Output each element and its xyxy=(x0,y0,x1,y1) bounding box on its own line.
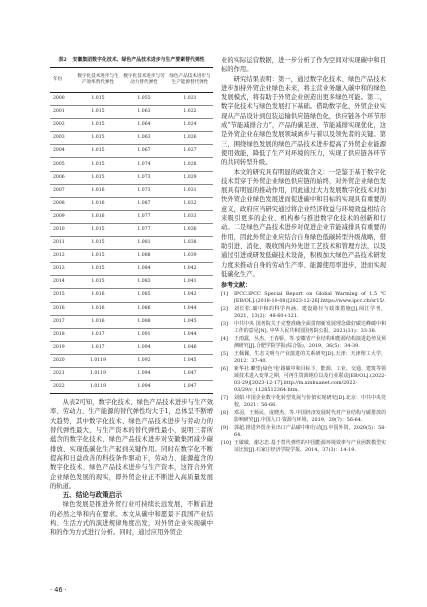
row-value-cell: 1.015 xyxy=(75,263,121,276)
reference-number: [3] xyxy=(221,320,228,327)
row-value-cell: 1.0119 xyxy=(75,354,121,367)
row-value-cell: 1.044 xyxy=(167,328,213,341)
row-value-cell: 1.063 xyxy=(121,106,167,119)
table-row xyxy=(50,145,213,158)
right-column xyxy=(221,56,386,455)
table-header xyxy=(50,68,213,93)
reference-number: [2] xyxy=(221,306,228,313)
row-value-cell: 1.042 xyxy=(167,289,213,302)
header-col3: 绿色产品技术进步与生产能源替代弹性 xyxy=(169,74,211,85)
row-value-cell: 1.074 xyxy=(121,158,167,171)
row-year-cell: 2003 xyxy=(50,132,75,145)
row-value-cell: 1.016 xyxy=(75,197,121,210)
row-year-cell: 2010 xyxy=(50,223,75,236)
row-value-cell: 1.041 xyxy=(167,276,213,289)
row-value-cell: 1.073 xyxy=(121,171,167,184)
row-year-cell: 2005 xyxy=(50,158,75,171)
table-row xyxy=(50,289,213,302)
row-year-cell: 2016 xyxy=(50,302,75,315)
row-value-cell: 1.047 xyxy=(167,381,213,394)
row-value-cell: 1.031 xyxy=(167,184,213,197)
row-value-cell: 1.073 xyxy=(121,184,167,197)
row-year-cell: 2006 xyxy=(50,171,75,184)
row-value-cell: 1.077 xyxy=(121,223,167,236)
row-year-cell: 2011 xyxy=(50,237,75,250)
reference-text: IPCC.IPCC Special Report on Global Warming of 1.5 ℃[EB/OL].(2018-10-08)[2023-12-26].https://www.ipcc.ch/sr15/. xyxy=(234,291,386,305)
reference-text: 邓羽，王杨民，庞晓杰，等.中国经济发展时代对产业结构与碳排放的影响研究[J].中国人口·资源与环境，2019，29(7)：56-64. xyxy=(234,409,386,424)
header-col1: 数字化技术进步与生产效率替代弹性 xyxy=(77,74,119,85)
table-row xyxy=(50,158,213,171)
table-title: 安徽集团数字化技术、绿色产品技术进步与生产要素替代弹性 xyxy=(72,57,205,63)
reference-text: 刘长松.碳中和的科学内涵、建设路径与政策措施[J].阅江学刊，2021，13(2)：48-60+121. xyxy=(234,306,386,320)
reference-text: 新华社.瞭望|绿色'电'路碳中和目标下，能源、工业、交通、建筑等领域技术进入变革之期，可再生资源地位以及行业联动[EB/OL].(2022-03-29)[2023-12-17].http://m.xinhuanet.com/2022-03/29/c_1128512364.htm. xyxy=(234,365,386,394)
table-row xyxy=(50,223,213,236)
row-value-cell: 1.086 xyxy=(121,302,167,315)
reference-number: [5] xyxy=(221,350,228,357)
row-value-cell: 1.016 xyxy=(75,184,121,197)
row-value-cell: 1.016 xyxy=(75,210,121,223)
table-row xyxy=(50,341,213,354)
row-value-cell: 1.063 xyxy=(121,132,167,145)
row-year-cell: 2019 xyxy=(50,341,75,354)
row-value-cell: 1.027 xyxy=(167,145,213,158)
row-value-cell: 1.081 xyxy=(121,237,167,250)
table-row xyxy=(50,237,213,250)
row-value-cell: 1.017 xyxy=(75,341,121,354)
row-year-cell: 2009 xyxy=(50,210,75,223)
row-value-cell: 1.033 xyxy=(167,210,213,223)
row-value-cell: 1.015 xyxy=(75,119,121,132)
header-col2: 数字化技术进步与劳动力替代弹性 xyxy=(123,74,165,85)
row-value-cell: 1.036 xyxy=(167,223,213,236)
row-value-cell: 1.017 xyxy=(75,328,121,341)
row-value-cell: 1.091 xyxy=(121,328,167,341)
table-row xyxy=(50,276,213,289)
reference-number: [8] xyxy=(221,409,228,416)
row-value-cell: 1.088 xyxy=(121,250,167,263)
table-row xyxy=(50,106,213,119)
row-value-cell: 1.015 xyxy=(75,158,121,171)
row-value-cell: 1.039 xyxy=(167,250,213,263)
row-value-cell: 1.022 xyxy=(167,106,213,119)
row-value-cell: 1.015 xyxy=(75,145,121,158)
table-row xyxy=(50,93,213,106)
references-list xyxy=(221,291,386,454)
row-year-cell: 2008 xyxy=(50,197,75,210)
conclusion-paragraph: 绿色发展是推进外贸行业可持续长远发展，不断前进的必然之举和内在要求。本文从碳中和愿景下我国产业结构、生活方式的演进规律角度出发，对外贸企业实现碳中和的作为方式进行分析。同时，通过应用外贸企 xyxy=(50,501,213,537)
reference-item xyxy=(221,425,386,439)
table-row xyxy=(50,263,213,276)
reference-text: 郭超.推进外贸企业出口产品碳中和行动[J].中国外资，2020(5)：58-64. xyxy=(234,424,386,438)
row-year-cell: 2013 xyxy=(50,263,75,276)
row-value-cell: 1.084 xyxy=(121,263,167,276)
row-value-cell: 1.094 xyxy=(121,367,167,380)
reference-number: [10] xyxy=(221,439,232,446)
row-value-cell: 1.042 xyxy=(167,263,213,276)
row-value-cell: 1.083 xyxy=(121,276,167,289)
reference-item xyxy=(221,366,386,395)
table-row xyxy=(50,132,213,145)
row-value-cell: 1.0119 xyxy=(75,381,121,394)
row-year-cell: 2018 xyxy=(50,328,75,341)
page-number: · 46 · xyxy=(50,586,67,594)
row-year-cell: 2000 xyxy=(50,93,75,106)
references-title: 参考文献： xyxy=(221,282,252,290)
row-year-cell: 2017 xyxy=(50,315,75,328)
reference-item xyxy=(221,351,386,365)
reference-item xyxy=(221,306,386,320)
row-value-cell: 1.015 xyxy=(75,171,121,184)
row-value-cell: 1.029 xyxy=(167,171,213,184)
reference-text: 刘娟.中国企业数字化转型发展与价值实现研究[D].北京：中共中央党校，2021：56-66. xyxy=(234,394,386,409)
table-row xyxy=(50,381,213,394)
reference-number: [6] xyxy=(221,365,228,372)
row-value-cell: 1.088 xyxy=(121,315,167,328)
row-value-cell: 1.077 xyxy=(121,210,167,223)
findings-paragraph: 研究结果表明：第一，通过数字化技术、绿色产品技术进步加持外贸企业绿色未来，将主营业务融入碳中和的绿色发展模式，将有助于外贸企业创造出更多绿色可能。第二，数字化技术与绿色发展打下基础。借助数字化，外贸企业实现从产品设计到包装运输供应链绿色化，供应链各个环节形成“节能减排合力”，产品的碳足迹、节能减排实现优化，这是外贸企业在绿色发展领域离步与着以及领先者的关键。第三，围绕绿色发展的绿色产品技术进步提高了外贸企业能源使用效能，降低了生产对环境的压力，实现了供应链各环节的共同转型升级。 xyxy=(221,75,386,167)
row-value-cell: 1.045 xyxy=(167,315,213,328)
row-year-cell: 2015 xyxy=(50,289,75,302)
table-row xyxy=(50,184,213,197)
row-year-cell: 2007 xyxy=(50,184,75,197)
reference-text: 王雨露，丛杰，王春娇，等.安徽省产业结构和能源结构演进趋势及预测研究[J].合肥学院学报(综合版)，2019，36(5)：34-39. xyxy=(234,335,386,350)
reference-item xyxy=(221,410,386,424)
row-value-cell: 1.016 xyxy=(75,289,121,302)
row-year-cell: 2004 xyxy=(50,145,75,158)
row-value-cell: 1.015 xyxy=(75,132,121,145)
row-year-cell: 2021 xyxy=(50,367,75,380)
elasticity-table xyxy=(50,67,213,394)
row-value-cell: 1.087 xyxy=(121,197,167,210)
row-value-cell: 1.015 xyxy=(75,276,121,289)
reference-item xyxy=(221,395,386,409)
table-row xyxy=(50,210,213,223)
row-value-cell: 1.055 xyxy=(121,93,167,106)
row-value-cell: 1.016 xyxy=(75,302,121,315)
row-value-cell: 1.026 xyxy=(167,132,213,145)
reference-item xyxy=(221,321,386,335)
row-value-cell: 1.094 xyxy=(121,341,167,354)
row-value-cell: 1.047 xyxy=(167,367,213,380)
row-value-cell: 1.046 xyxy=(167,341,213,354)
reference-item xyxy=(221,336,386,350)
row-value-cell: 1.015 xyxy=(75,237,121,250)
row-value-cell: 1.032 xyxy=(167,197,213,210)
table-body xyxy=(50,93,213,394)
reference-number: [1] xyxy=(221,291,228,298)
row-value-cell: 1.016 xyxy=(75,315,121,328)
section-heading: 五、结论与政策启示 xyxy=(62,491,122,500)
row-value-cell: 1.015 xyxy=(75,106,121,119)
row-value-cell: 1.085 xyxy=(121,289,167,302)
table-row xyxy=(50,328,213,341)
reference-text: 中共中央 国务院关于完整准确全面贯彻新发展理念做好碳达峰碳中和工作的意见[N]. 中华人民共和国国务院公报，2021(31)：33-38. xyxy=(234,320,386,335)
reference-number: [4] xyxy=(221,335,228,342)
row-value-cell: 1.044 xyxy=(167,302,213,315)
table-row xyxy=(50,302,213,315)
row-value-cell: 1.015 xyxy=(75,93,121,106)
header-year: 年份 xyxy=(53,77,63,82)
row-year-cell: 2020 xyxy=(50,354,75,367)
reference-number: [9] xyxy=(221,424,228,431)
table-row xyxy=(50,367,213,380)
reference-item xyxy=(221,291,386,305)
row-value-cell: 1.0119 xyxy=(75,367,121,380)
row-value-cell: 1.094 xyxy=(121,381,167,394)
table-row xyxy=(50,354,213,367)
row-value-cell: 1.092 xyxy=(121,354,167,367)
table-row xyxy=(50,171,213,184)
row-value-cell: 1.021 xyxy=(167,93,213,106)
analysis-paragraph: 从表2可知，数字化技术、绿色产品技术进步与生产效率、劳动力、生产能源的替代弹性均大于1，总体呈不断增大趋势，其中数字化技术、绿色产品技术进步与劳动力的替代弹性最大，与生产资本的替代弹性最小，说明三者所蕴含的数字化技术、绿色产品技术进步对安徽集团减少碳排放、实现低碳化生产起到关键作用。同时在数字化不断提高和日益改善的科技条件驱动下，劳动力、能源蕴含的数字化技术、绿色产品技术进步与生产资本，这符合外贸企业绿色发展的现实，即外贸企业正不断进入高质量发展的轨道。 xyxy=(50,399,213,490)
table-row xyxy=(50,250,213,263)
row-value-cell: 1.045 xyxy=(167,354,213,367)
left-column xyxy=(50,56,213,538)
table-row xyxy=(50,119,213,132)
reference-item xyxy=(221,440,386,454)
row-value-cell: 1.064 xyxy=(121,119,167,132)
row-year-cell: 2022 xyxy=(50,381,75,394)
row-value-cell: 1.015 xyxy=(75,250,121,263)
row-value-cell: 1.024 xyxy=(167,119,213,132)
continuation-paragraph: 业的实际运营数据，进一步分析了作为空间对实现碳中和目标的作用。 xyxy=(221,57,386,74)
row-value-cell: 1.067 xyxy=(121,145,167,158)
row-value-cell: 1.028 xyxy=(167,158,213,171)
table-row xyxy=(50,315,213,328)
row-value-cell: 1.015 xyxy=(75,223,121,236)
table-number: 表2 xyxy=(58,57,67,63)
policy-paragraph: 本文的研究具有明显的政策含义：一是鉴于基于数字化技术贯穿于外贸企业绿色供应链的始终，对外贸企业绿色发展具有明显的推动作用，因此通过大力发展数字化技术对加快外贸企业绿色发展进而促进碳中和目标的实现具有重要的意义，政府应当研究通过将企业经济收益与环境效益相结合来吸引更多的企业、机构参与推进数字化技术的创新和行动。二是绿色产品技术进步对促进企业节能减排具有重要的作用，因此外贸企业应结合自身绿色低碳转型升级战略，借助引进、消化、吸收国内外先进工艺技术和管理方法，以及通过引进或研发低碳技术设备，积极加大绿色产品技术研发力度来推动自身的劳动生产率、能源使用率进步，进而实现低碳化生产。 xyxy=(221,168,386,278)
row-year-cell: 2012 xyxy=(50,250,75,263)
row-value-cell: 1.038 xyxy=(167,237,213,250)
row-year-cell: 2014 xyxy=(50,276,75,289)
row-year-cell: 2002 xyxy=(50,119,75,132)
table-caption xyxy=(50,56,213,64)
reference-text: 王佩佩，生态文明与产业演进的关系研究[D].天津：天津理工大学，2012：37-40. xyxy=(234,350,386,364)
reference-text: 王敏敏，谢志忠.基于替代弹性的中国能源环境效率与产业函数模型实证比较[J].石家庄经济学院学报，2014，37(3)：14-19. xyxy=(234,439,386,453)
reference-number: [7] xyxy=(221,394,228,401)
row-year-cell: 2001 xyxy=(50,106,75,119)
table-row xyxy=(50,197,213,210)
